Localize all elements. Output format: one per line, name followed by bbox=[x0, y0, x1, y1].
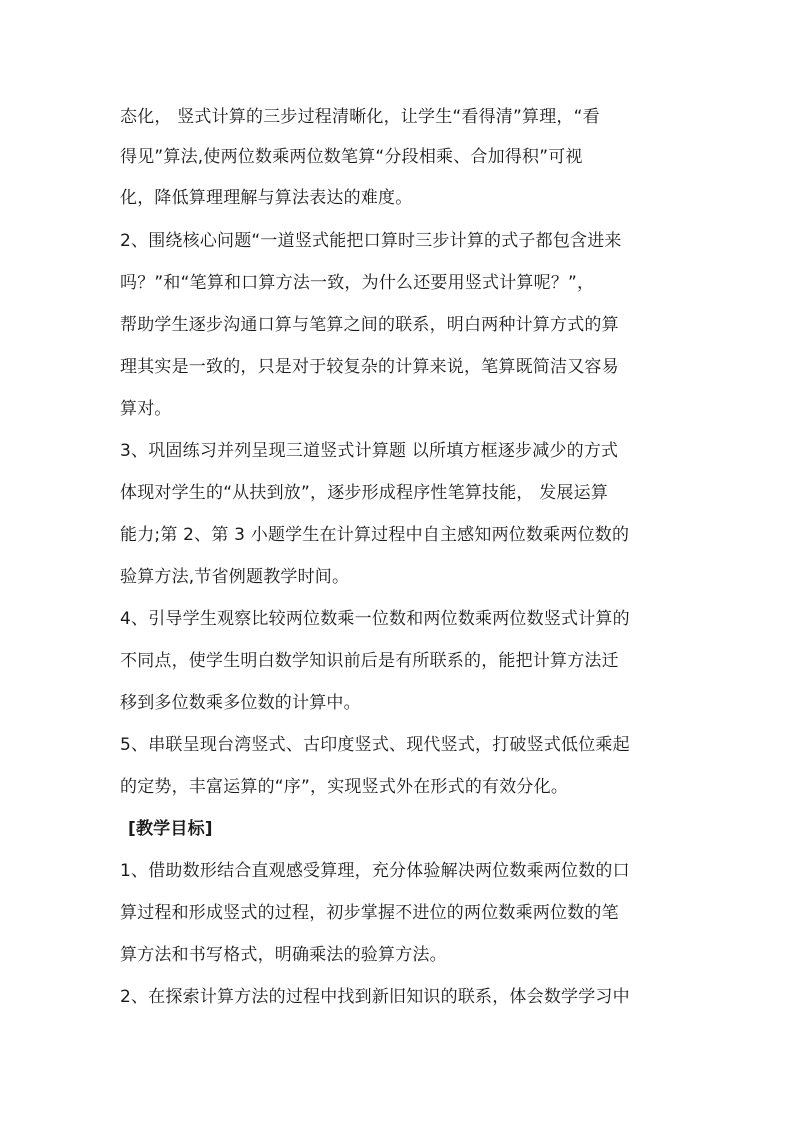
text-line: 2、围绕核心问题“一道竖式能把口算时三步计算的式子都包含进来 bbox=[120, 231, 622, 251]
text-line: 验算方法,节省例题教学时间。 bbox=[120, 567, 350, 587]
text-line: 3、巩固练习并列呈现三道竖式计算题 以所填方框逐步减少的方式 bbox=[120, 441, 619, 461]
text-line: 帮助学生逐步沟通口算与笔算之间的联系，明白两种计算方式的算 bbox=[120, 315, 619, 335]
text-line: 不同点，使学生明白数学知识前后是有所联系的，能把计算方法迁 bbox=[120, 651, 619, 671]
text-line: 理其实是一致的，只是对于较复杂的计算来说，笔算既简洁又容易 bbox=[120, 357, 619, 377]
text-line: 5、串联呈现台湾竖式、古印度竖式、现代竖式，打破竖式低位乘起 bbox=[120, 735, 630, 755]
text-line: 态化， 竖式计算的三步过程清晰化，让学生“看得清”算理，“看 bbox=[120, 107, 600, 127]
text-line: 能力;第 2、第 3 小题学生在计算过程中自主感知两位数乘两位数的 bbox=[120, 525, 630, 545]
text-line: 化，降低算理理解与算法表达的难度。 bbox=[120, 188, 413, 208]
text-line: 算方法和书写格式，明确乘法的验算方法。 bbox=[120, 945, 447, 965]
text-line: 算对。 bbox=[120, 399, 172, 419]
section-heading: [教学目标] bbox=[128, 819, 213, 839]
text-line: 吗？”和“笔算和口算方法一致，为什么还要用竖式计算呢？”， bbox=[120, 273, 595, 293]
text-line: 算过程和形成竖式的过程，初步掌握不进位的两位数乘两位数的笔 bbox=[120, 903, 619, 923]
text-line: 2、在探索计算方法的过程中找到新旧知识的联系，体会数学学习中 bbox=[120, 987, 630, 1007]
text-line: 的定势，丰富运算的“序”，实现竖式外在形式的有效分化。 bbox=[120, 777, 569, 797]
text-line: 移到多位数乘多位数的计算中。 bbox=[120, 693, 361, 713]
text-line: 4、引导学生观察比较两位数乘一位数和两位数乘两位数竖式计算的 bbox=[120, 609, 630, 629]
text-line: 体现对学生的“从扶到放”，逐步形成程序性笔算技能， 发展运算 bbox=[120, 483, 609, 503]
text-line: 得见”算法,使两位数乘两位数笔算“分段相乘、合加得积”可视 bbox=[120, 147, 583, 167]
text-line: 1、借助数形结合直观感受算理，充分体验解决两位数乘两位数的口 bbox=[120, 861, 630, 881]
